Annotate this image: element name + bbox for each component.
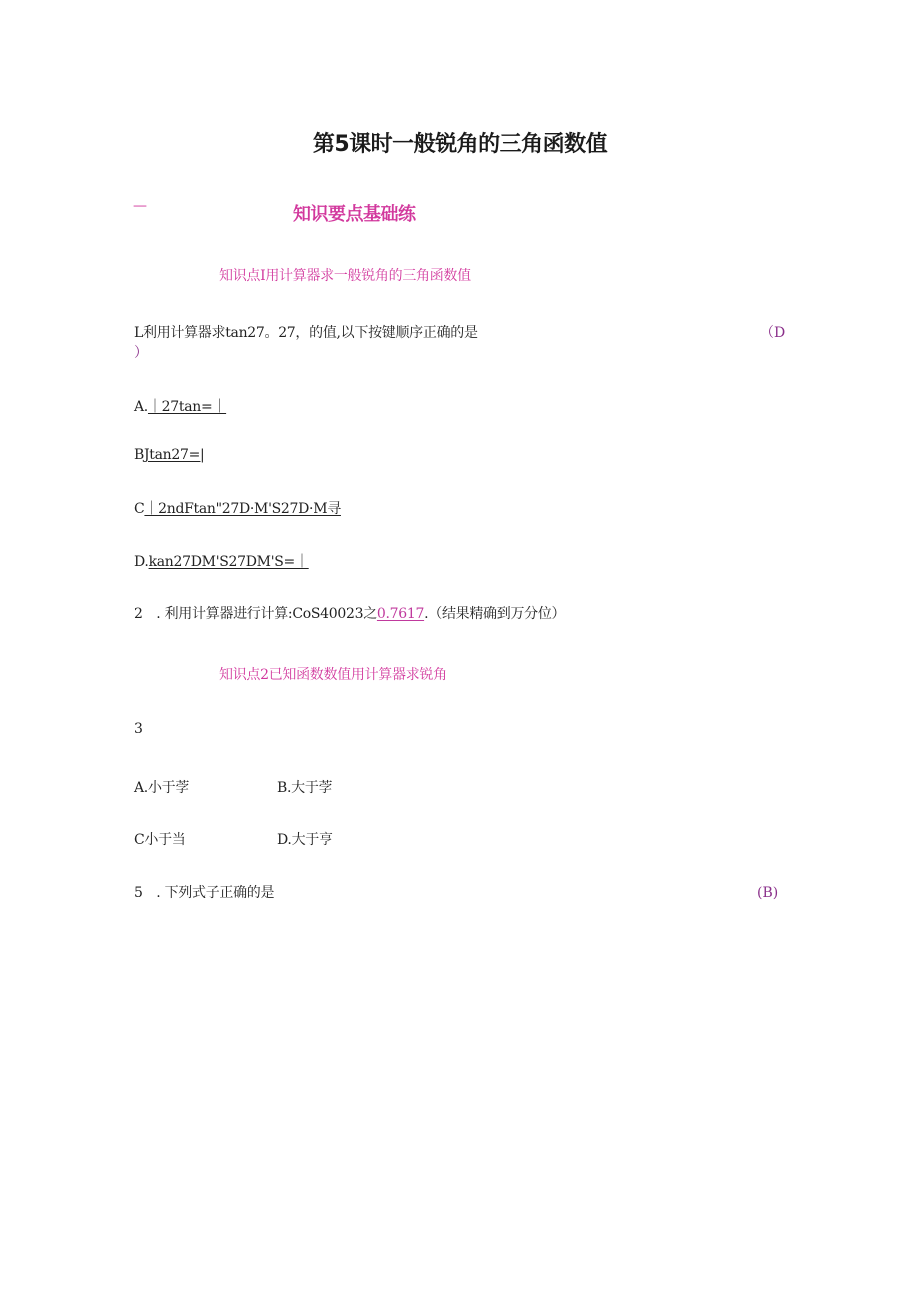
question-1-answer-close: ） bbox=[134, 345, 148, 361]
option-b-keys: Jtan27=| bbox=[144, 447, 205, 463]
option-b bbox=[134, 447, 204, 463]
option-c-prefix: C bbox=[134, 501, 145, 517]
knowledge-point-2: 知识点2已知函数数值用计算器求锐角 bbox=[219, 667, 447, 683]
section-dash: — bbox=[133, 198, 147, 214]
question-2-answer: 0.7617 bbox=[376, 606, 425, 622]
option-d-prefix: D. bbox=[134, 554, 149, 570]
question-2 bbox=[134, 603, 565, 623]
question-1-answer: （D bbox=[760, 325, 786, 341]
option-a-prefix: A. bbox=[134, 399, 148, 415]
option-a-keys: ｜27tan=｜ bbox=[147, 399, 227, 415]
section-title: 知识要点基础练 bbox=[293, 204, 416, 225]
question-3-number: 3 bbox=[134, 721, 143, 737]
question-5-stem: 5 . 下列式子正确的是 bbox=[134, 885, 275, 901]
option-a bbox=[134, 396, 226, 416]
option-d bbox=[134, 551, 309, 571]
page-title: 第5课时一般锐角的三角函数值 bbox=[312, 132, 608, 157]
option-c-keys: ｜2ndFtan"27D·M'S27D·M寻 bbox=[144, 501, 341, 517]
option-b-prefix: B bbox=[134, 447, 144, 463]
question-1-stem: L利用计算器求tan27。27，的值,以下按键顺序正确的是 bbox=[134, 325, 478, 341]
question-5-answer: (B) bbox=[757, 885, 779, 901]
knowledge-point-1: 知识点I用计算器求一般锐角的三角函数值 bbox=[219, 268, 471, 284]
question-3-option-b: B.大于茡 bbox=[277, 780, 333, 796]
question-2-prefix: 2 . 利用计算器进行计算:CoS40023之 bbox=[134, 606, 377, 622]
question-3-option-d: D.大于亨 bbox=[277, 832, 333, 848]
question-3-option-a: A.小于茡 bbox=[134, 780, 190, 796]
question-2-suffix: .（结果精确到万分位） bbox=[424, 606, 566, 622]
option-d-keys: kan27DM'S27DM'S=｜ bbox=[148, 554, 309, 570]
question-3-option-c: C小于当 bbox=[134, 832, 186, 848]
option-c bbox=[134, 498, 341, 518]
